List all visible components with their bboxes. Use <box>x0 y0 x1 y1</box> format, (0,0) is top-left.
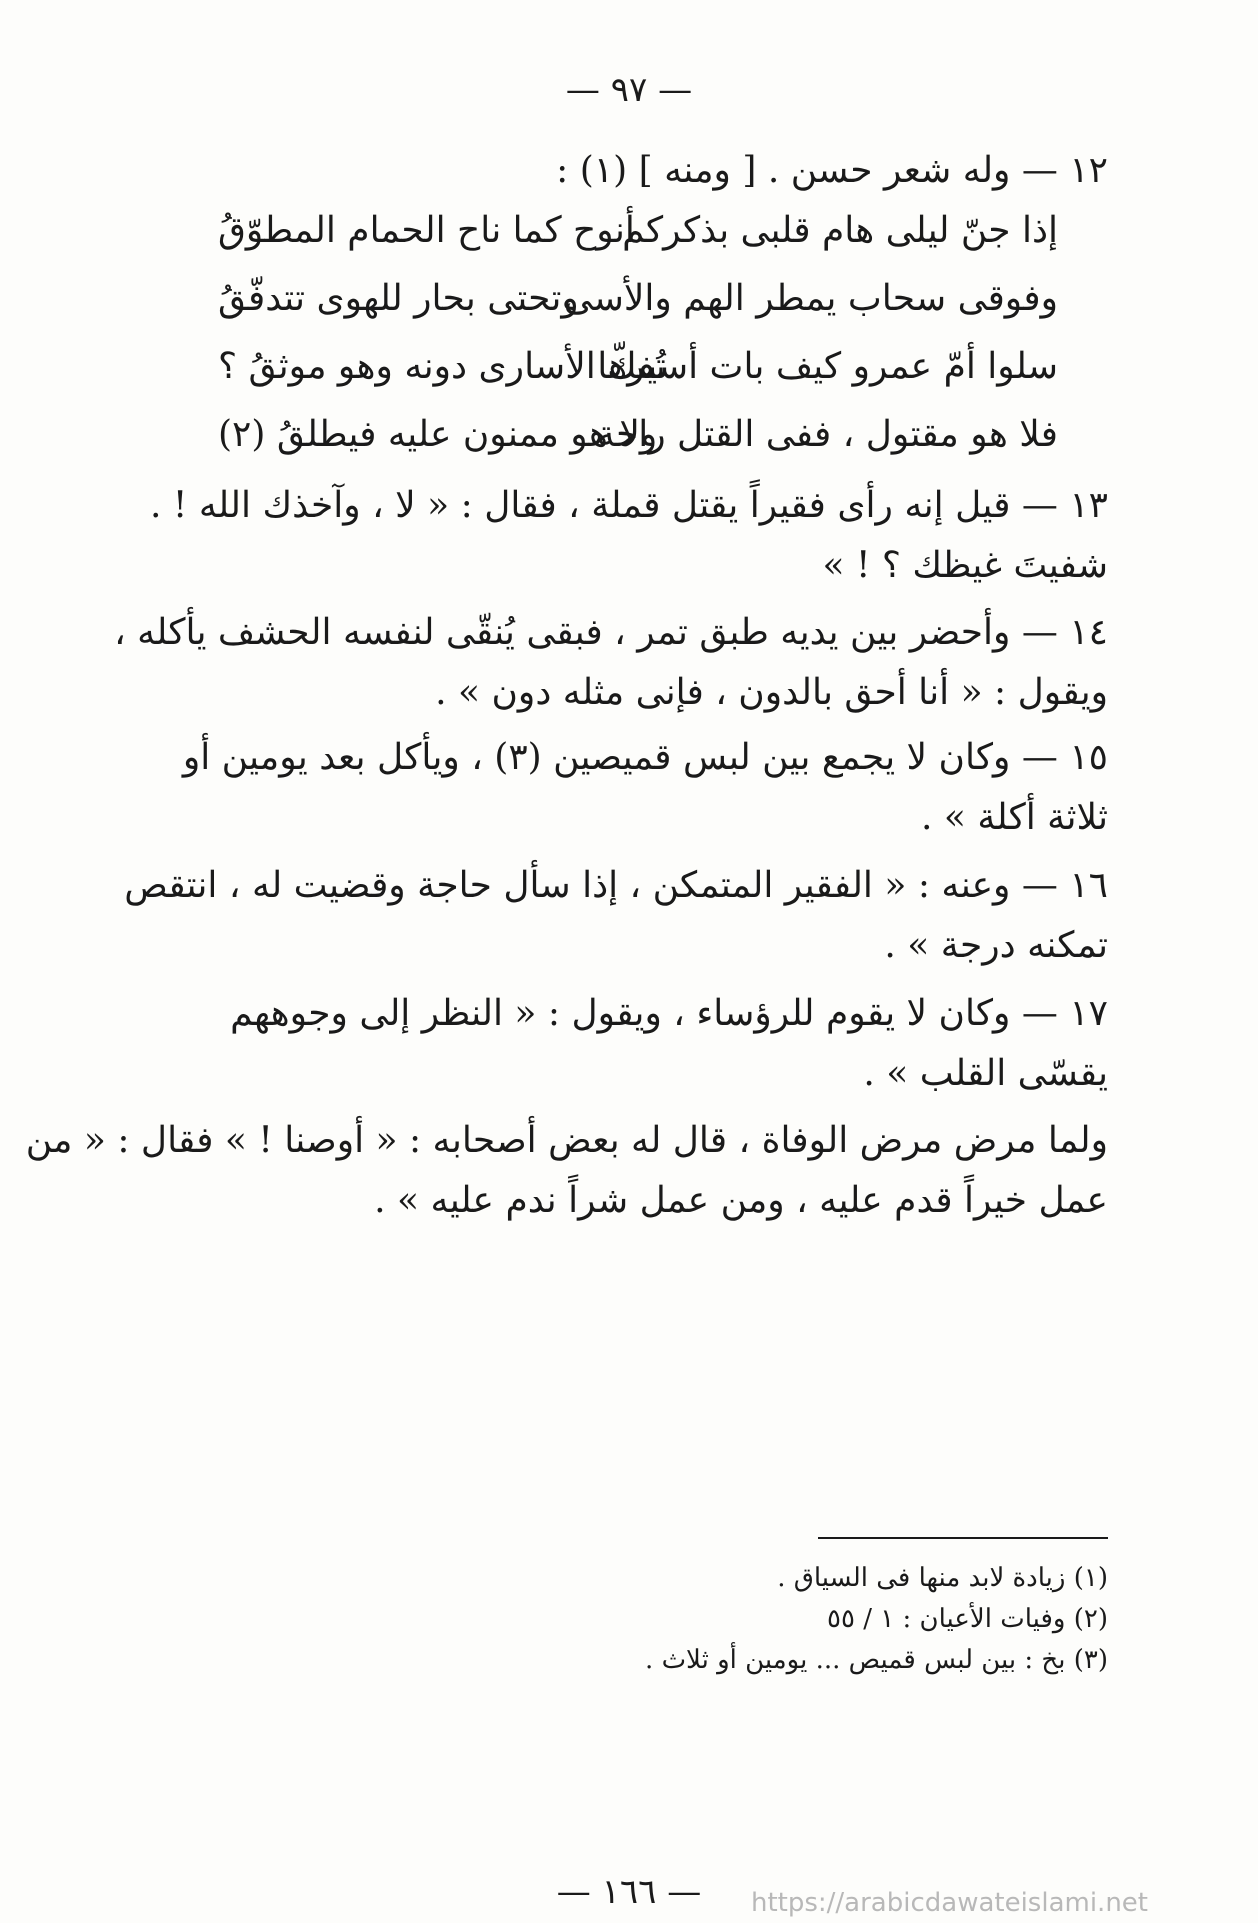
footnote-divider <box>818 1537 1108 1539</box>
verse-4 <box>148 414 1108 474</box>
section-14-line-1: ١٤ — وأحضر بين يديه طبق تمر ، فبقى يُنقّى لنفسه الحشف يأكله ، <box>114 612 1108 653</box>
verse-4-second-hemistich: ولا هو ممنون عليه فيطلقُ (٢) <box>218 414 658 455</box>
section-12-intro: ١٢ — وله شعر حسن . [ ومنه ] (١) : <box>556 150 1108 191</box>
section-17-line-2: يقسّى القلب » . <box>863 1053 1108 1094</box>
verse-3-first-hemistich: سلوا أمّ عمرو كيف بات أسيرها <box>597 346 1058 387</box>
section-15-line-2: ثلاثة أكلة » . <box>921 797 1108 838</box>
verse-2-second-hemistich: وتحتى بحار للهوى تتدفّقُ <box>218 278 579 319</box>
footnote-3: (٣) بخ : بين لبس قميص ... يومين أو ثلاث . <box>645 1645 1108 1675</box>
verse-4-first-hemistich: فلا هو مقتول ، ففى القتل راحة <box>596 414 1058 455</box>
section-16-line-1: ١٦ — وعنه : « الفقير المتمكن ، إذا سأل حاجة وقضيت له ، انتقص <box>124 865 1108 906</box>
verse-1 <box>148 210 1108 270</box>
section-13-line-2: شفيتَ غيظك ؟ ! » <box>822 545 1108 586</box>
section-15-line-1: ١٥ — وكان لا يجمع بين لبس قميصين (٣) ، ويأكل بعد يومين أو <box>182 737 1108 778</box>
page-number-bottom: — ١٦٦ — <box>556 1872 702 1912</box>
closing-line-2: عمل خيراً قدم عليه ، ومن عمل شراً ندم عليه » . <box>374 1180 1108 1221</box>
section-13-line-1: ١٣ — قيل إنه رأى فقيراً يقتل قملة ، فقال : « لا ، وآخذك الله ! . <box>150 485 1108 526</box>
verse-1-first-hemistich: إذا جنّ ليلى هام قلبى بذكركم <box>622 210 1058 251</box>
section-16-line-2: تمكنه درجة » . <box>884 925 1108 966</box>
verse-1-second-hemistich: أنوح كما ناح الحمام المطوّقُ <box>218 210 635 251</box>
section-17-line-1: ١٧ — وكان لا يقوم للرؤساء ، ويقول : « النظر إلى وجوههم <box>230 993 1108 1034</box>
footnote-1: (١) زيادة لابد منها فى السياق . <box>777 1563 1108 1593</box>
page-number-top: — ٩٧ — <box>565 70 693 110</box>
footnote-2: (٢) وفيات الأعيان : ١ / ٥٥ <box>827 1604 1108 1634</box>
closing-line-1: ولما مرض مرض الوفاة ، قال له بعض أصحابه : « أوصنا ! » فقال : « من <box>25 1120 1108 1161</box>
verse-2 <box>148 278 1108 338</box>
verse-3-second-hemistich: تُفكّ الأسارى دونه وهو موثقُ ؟ <box>218 346 666 387</box>
verse-3 <box>148 346 1108 406</box>
section-14-line-2: ويقول : « أنا أحق بالدون ، فإنى مثله دون » . <box>435 672 1108 713</box>
website-watermark: https://arabicdawateislami.net <box>750 1888 1148 1918</box>
verse-2-first-hemistich: وفوقى سحاب يمطر الهم والأسى <box>563 278 1058 319</box>
